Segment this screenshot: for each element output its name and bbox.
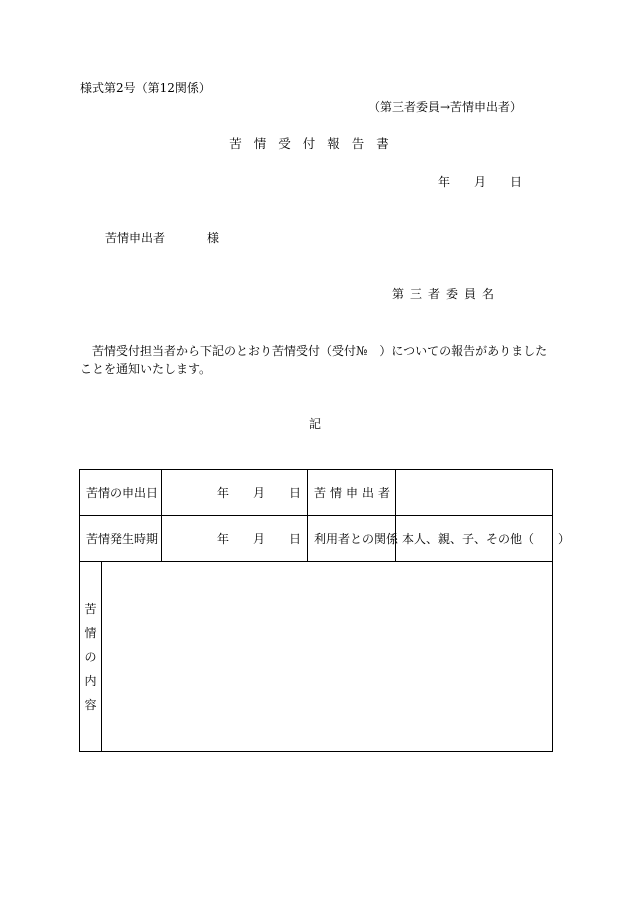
table-row bbox=[80, 562, 553, 752]
relationship-field[interactable]: 本人、親、子、その他（ ） bbox=[396, 516, 553, 562]
route-note: （第三者委員→苦情申出者） bbox=[367, 100, 522, 114]
occurrence-date-field[interactable]: 年 月 日 bbox=[162, 516, 308, 562]
complaint-date-field[interactable]: 年 月 日 bbox=[162, 470, 308, 516]
table-row bbox=[80, 516, 553, 562]
addressee-honorific: 様 bbox=[207, 231, 220, 245]
ki-heading: 記 bbox=[308, 417, 321, 431]
content-label: 苦情の内容 bbox=[84, 601, 97, 712]
complainant-field[interactable] bbox=[396, 470, 553, 516]
committee-name: 第三者委員名 bbox=[391, 287, 500, 301]
content-label-cell bbox=[80, 562, 102, 752]
complaint-table bbox=[79, 469, 571, 752]
body-text: 苦情受付担当者から下記のとおり苦情受付（受付№ ）についての報告がありましたことを通知いたします。 bbox=[80, 344, 548, 376]
issue-date: 年 月 日 bbox=[437, 175, 522, 189]
addressee-name: 苦情申出者 bbox=[105, 231, 166, 245]
table-row bbox=[80, 470, 553, 516]
occurrence-date-label: 苦情発生時期 bbox=[80, 516, 162, 562]
form-number: 様式第2号（第12関係） bbox=[80, 81, 211, 95]
complainant-label: 苦情申出者 bbox=[308, 470, 396, 516]
complaint-date-label: 苦情の申出日 bbox=[80, 470, 162, 516]
document-title: 苦情受付報告書 bbox=[229, 136, 401, 151]
relationship-label: 利用者との関係 bbox=[308, 516, 396, 562]
content-field[interactable] bbox=[102, 562, 553, 752]
